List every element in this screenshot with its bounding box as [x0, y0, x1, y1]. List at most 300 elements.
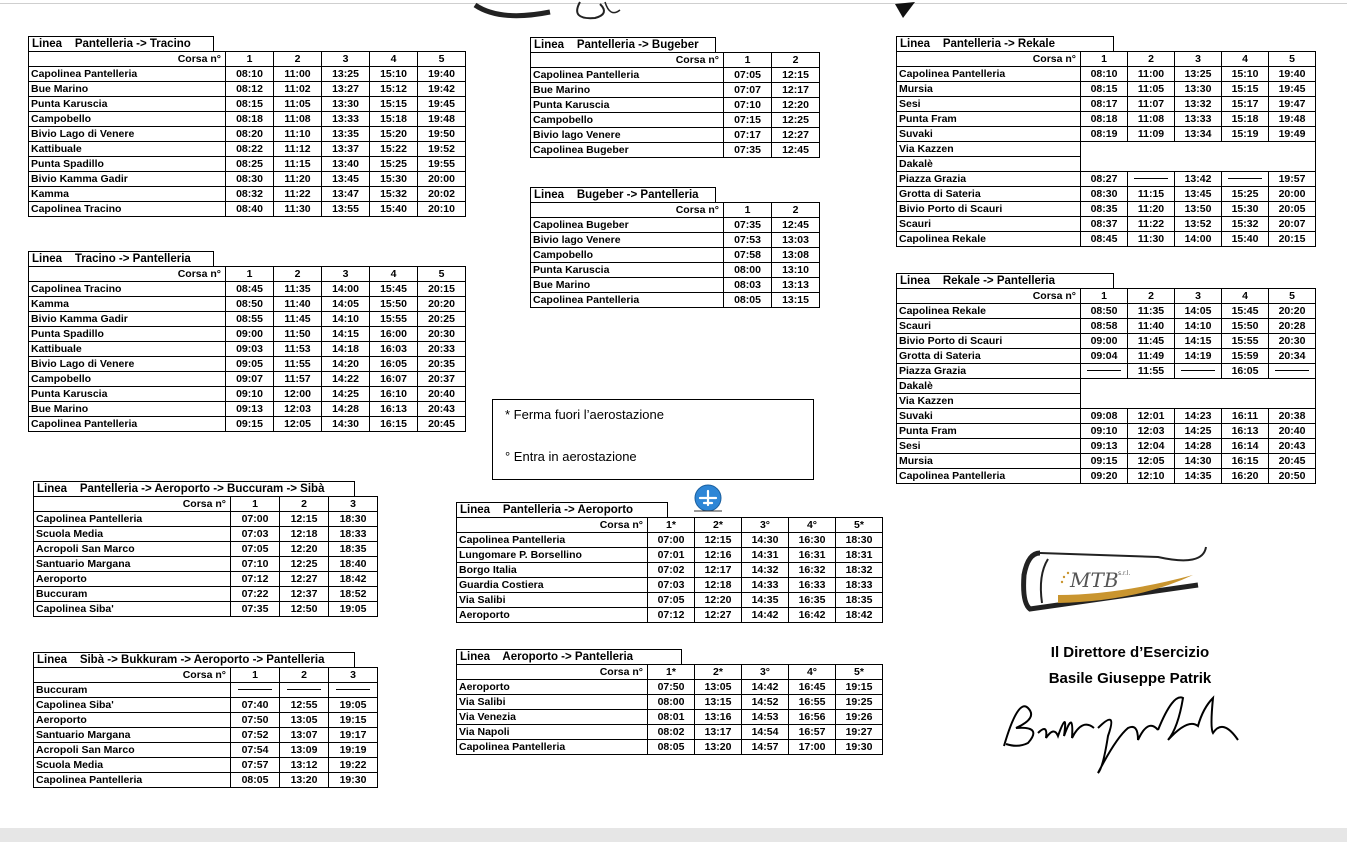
- corsa-label: Corsa n°: [897, 289, 1081, 304]
- time-cell: 12:45: [772, 218, 820, 233]
- time-cell: 12:55: [280, 698, 329, 713]
- stop-name: Capolinea Rekale: [897, 232, 1081, 247]
- time-cell: 14:33: [742, 578, 789, 593]
- time-cell: 08:37: [1081, 217, 1128, 232]
- table-row: [897, 67, 1316, 82]
- table-row: [457, 608, 883, 623]
- time-cell: 07:15: [724, 113, 772, 128]
- run-number: 2: [1128, 52, 1175, 67]
- time-cell: 09:13: [1081, 439, 1128, 454]
- stop-name: Via Napoli: [457, 725, 648, 740]
- table-row: [34, 698, 378, 713]
- time-cell: 11:15: [1128, 187, 1175, 202]
- time-cell: [329, 683, 378, 698]
- time-cell: 15:30: [1222, 202, 1269, 217]
- time-cell: 13:30: [322, 97, 370, 112]
- time-cell: 14:25: [322, 387, 370, 402]
- stop-name: Bue Marino: [531, 83, 724, 98]
- table-row: [29, 312, 466, 327]
- director-role: Il Direttore d’Esercizio: [1050, 644, 1210, 661]
- time-cell: 16:56: [789, 710, 836, 725]
- time-cell: 11:30: [1128, 232, 1175, 247]
- timetable-bugeber-pantelleria: [530, 187, 820, 308]
- time-cell: 13:09: [280, 743, 329, 758]
- stop-name: Punta Fram: [897, 424, 1081, 439]
- time-cell: 19:30: [836, 740, 883, 755]
- header-row: [34, 668, 378, 683]
- stop-name: Bue Marino: [531, 278, 724, 293]
- time-cell: 13:45: [1175, 187, 1222, 202]
- run-number: 1*: [648, 518, 695, 533]
- time-cell: 14:52: [742, 695, 789, 710]
- run-number: 5: [418, 267, 466, 282]
- time-cell: 11:09: [1128, 127, 1175, 142]
- stop-name: Punta Karuscia: [29, 387, 226, 402]
- time-cell: 13:20: [695, 740, 742, 755]
- time-cell: 15:10: [370, 67, 418, 82]
- time-cell: 15:15: [1222, 82, 1269, 97]
- time-cell: 14:30: [742, 533, 789, 548]
- run-number: 5: [418, 52, 466, 67]
- header-row: [457, 665, 883, 680]
- stop-name: Capolinea Tracino: [29, 282, 226, 297]
- timetable-pantelleria-bugeber: [530, 37, 820, 158]
- time-cell: 08:10: [226, 67, 274, 82]
- time-cell: 18:31: [836, 548, 883, 563]
- empty-cell: [1081, 142, 1316, 157]
- stop-name: Via Kazzen: [897, 394, 1081, 409]
- time-cell: 07:12: [231, 572, 280, 587]
- table-row: [531, 293, 820, 308]
- stop-name: Capolinea Pantelleria: [29, 417, 226, 432]
- time-cell: 08:25: [226, 157, 274, 172]
- time-cell: 15:17: [1222, 97, 1269, 112]
- header-row: [29, 52, 466, 67]
- time-cell: 20:33: [418, 342, 466, 357]
- stop-name: Via Salibi: [457, 695, 648, 710]
- time-cell: 07:05: [724, 68, 772, 83]
- time-cell: [1269, 364, 1316, 379]
- time-cell: 20:50: [1269, 469, 1316, 484]
- time-cell: 08:22: [226, 142, 274, 157]
- time-cell: 15:45: [1222, 304, 1269, 319]
- table-row: [29, 297, 466, 312]
- table-row: [457, 533, 883, 548]
- time-cell: 18:33: [329, 527, 378, 542]
- stop-name: Kamma: [29, 187, 226, 202]
- stop-name: Scauri: [897, 217, 1081, 232]
- timetable-title: Linea Bugeber -> Pantelleria: [530, 187, 716, 202]
- stop-name: Capolinea Pantelleria: [531, 68, 724, 83]
- handwritten-signature-icon: [998, 688, 1253, 778]
- time-cell: 08:30: [226, 172, 274, 187]
- time-cell: 08:32: [226, 187, 274, 202]
- timetable-title: Linea Pantelleria -> Tracino: [28, 36, 214, 51]
- header-mark-icon: [893, 0, 919, 20]
- timetable-rekale-pantelleria: [896, 273, 1316, 484]
- time-cell: 07:50: [648, 680, 695, 695]
- time-cell: 12:16: [695, 548, 742, 563]
- time-cell: 13:05: [695, 680, 742, 695]
- stop-name: Via Kazzen: [897, 142, 1081, 157]
- table-row: [897, 82, 1316, 97]
- time-cell: 16:07: [370, 372, 418, 387]
- table-row: [29, 172, 466, 187]
- table-row: [34, 557, 378, 572]
- table-row: [531, 128, 820, 143]
- time-cell: 20:02: [418, 187, 466, 202]
- table-row: [34, 728, 378, 743]
- time-cell: 13:20: [280, 773, 329, 788]
- time-cell: 14:42: [742, 680, 789, 695]
- time-cell: 19:26: [836, 710, 883, 725]
- time-cell: 08:02: [648, 725, 695, 740]
- corsa-label: Corsa n°: [34, 497, 231, 512]
- time-cell: 19:27: [836, 725, 883, 740]
- table-row: [531, 218, 820, 233]
- time-cell: 14:28: [322, 402, 370, 417]
- time-cell: 08:18: [226, 112, 274, 127]
- table-row: [897, 202, 1316, 217]
- table-row: [897, 379, 1316, 394]
- time-cell: 15:32: [370, 187, 418, 202]
- timetable-grid: [28, 51, 466, 217]
- time-cell: 14:31: [742, 548, 789, 563]
- time-cell: 15:20: [370, 127, 418, 142]
- run-number: 3: [1175, 52, 1222, 67]
- time-cell: 13:42: [1175, 172, 1222, 187]
- time-cell: 20:34: [1269, 349, 1316, 364]
- time-cell: 07:05: [648, 593, 695, 608]
- time-cell: [1128, 172, 1175, 187]
- time-cell: 11:45: [1128, 334, 1175, 349]
- time-cell: 13:27: [322, 82, 370, 97]
- time-cell: 11:35: [274, 282, 322, 297]
- time-cell: 12:00: [274, 387, 322, 402]
- table-row: [897, 304, 1316, 319]
- table-row: [29, 327, 466, 342]
- stop-name: Aeroporto: [457, 608, 648, 623]
- time-cell: 14:30: [322, 417, 370, 432]
- no-service-dash: [1134, 178, 1168, 179]
- table-row: [29, 282, 466, 297]
- table-row: [457, 695, 883, 710]
- stop-name: Mursia: [897, 82, 1081, 97]
- time-cell: 20:45: [418, 417, 466, 432]
- time-cell: 14:54: [742, 725, 789, 740]
- timetable-grid: [33, 496, 378, 617]
- time-cell: 19:15: [836, 680, 883, 695]
- empty-cell: [1081, 157, 1316, 172]
- table-row: [897, 334, 1316, 349]
- time-cell: 15:25: [1222, 187, 1269, 202]
- time-cell: 08:40: [226, 202, 274, 217]
- time-cell: 07:10: [231, 557, 280, 572]
- stop-name: Punta Karuscia: [29, 97, 226, 112]
- run-number: 5: [1269, 289, 1316, 304]
- time-cell: 14:00: [322, 282, 370, 297]
- time-cell: 07:00: [648, 533, 695, 548]
- table-row: [531, 143, 820, 158]
- time-cell: 16:10: [370, 387, 418, 402]
- time-cell: 08:01: [648, 710, 695, 725]
- stop-name: Aeroporto: [457, 680, 648, 695]
- time-cell: [1222, 172, 1269, 187]
- time-cell: 08:05: [231, 773, 280, 788]
- time-cell: 11:22: [274, 187, 322, 202]
- stop-name: Santuario Margana: [34, 728, 231, 743]
- stop-name: Scauri: [897, 319, 1081, 334]
- stop-name: Bivio Lago di Venere: [29, 127, 226, 142]
- time-cell: 11:08: [1128, 112, 1175, 127]
- table-row: [29, 202, 466, 217]
- timetable-grid: [456, 664, 883, 755]
- timetable-pantelleria-aeroporto: [456, 502, 883, 623]
- time-cell: 11:53: [274, 342, 322, 357]
- stop-name: Bue Marino: [29, 82, 226, 97]
- time-cell: 18:35: [836, 593, 883, 608]
- run-number: 3: [329, 497, 378, 512]
- time-cell: 18:35: [329, 542, 378, 557]
- time-cell: 08:50: [1081, 304, 1128, 319]
- time-cell: 12:03: [1128, 424, 1175, 439]
- timetable-title: Linea Sibà -> Bukkuram -> Aeroporto -> Pantelleria: [33, 652, 355, 667]
- table-row: [34, 743, 378, 758]
- no-service-dash: [1087, 370, 1121, 371]
- stop-name: Sesi: [897, 97, 1081, 112]
- stop-name: Campobello: [29, 372, 226, 387]
- time-cell: 16:05: [370, 357, 418, 372]
- time-cell: 16:13: [370, 402, 418, 417]
- timetable-title: Linea Pantelleria -> Aeroporto -> Buccuram -> Sibà: [33, 481, 355, 496]
- run-number: 4°: [789, 518, 836, 533]
- time-cell: 19:25: [836, 695, 883, 710]
- time-cell: 13:45: [322, 172, 370, 187]
- note-entra-aerostazione: ° Entra in aerostazione: [505, 449, 637, 464]
- table-row: [29, 67, 466, 82]
- time-cell: 09:10: [226, 387, 274, 402]
- header-row: [34, 497, 378, 512]
- time-cell: 18:40: [329, 557, 378, 572]
- table-row: [531, 68, 820, 83]
- time-cell: 19:45: [1269, 82, 1316, 97]
- time-cell: 07:58: [724, 248, 772, 263]
- time-cell: 07:40: [231, 698, 280, 713]
- time-cell: 13:10: [772, 263, 820, 278]
- stop-name: Aeroporto: [34, 572, 231, 587]
- time-cell: 20:25: [418, 312, 466, 327]
- time-cell: 12:01: [1128, 409, 1175, 424]
- table-row: [457, 548, 883, 563]
- stop-name: Lungomare P. Borsellino: [457, 548, 648, 563]
- stop-name: Capolinea Rekale: [897, 304, 1081, 319]
- time-cell: 08:35: [1081, 202, 1128, 217]
- time-cell: 14:10: [322, 312, 370, 327]
- time-cell: 09:20: [1081, 469, 1128, 484]
- time-cell: 08:12: [226, 82, 274, 97]
- time-cell: 15:40: [1222, 232, 1269, 247]
- time-cell: 13:07: [280, 728, 329, 743]
- time-cell: 09:00: [226, 327, 274, 342]
- corsa-label: Corsa n°: [457, 665, 648, 680]
- empty-cell: [1081, 379, 1316, 394]
- time-cell: 07:35: [231, 602, 280, 617]
- time-cell: 08:45: [226, 282, 274, 297]
- time-cell: 13:37: [322, 142, 370, 157]
- timetable-grid: [896, 51, 1316, 247]
- time-cell: 20:20: [1269, 304, 1316, 319]
- table-row: [897, 97, 1316, 112]
- timetable-title: Linea Pantelleria -> Bugeber: [530, 37, 716, 52]
- corsa-label: Corsa n°: [29, 52, 226, 67]
- time-cell: 19:48: [1269, 112, 1316, 127]
- time-cell: 09:00: [1081, 334, 1128, 349]
- time-cell: 15:15: [370, 97, 418, 112]
- run-number: 3: [322, 52, 370, 67]
- time-cell: 14:35: [1175, 469, 1222, 484]
- time-cell: [1175, 364, 1222, 379]
- time-cell: 14:15: [1175, 334, 1222, 349]
- header-row: [29, 267, 466, 282]
- time-cell: [1081, 364, 1128, 379]
- time-cell: 14:53: [742, 710, 789, 725]
- table-row: [897, 142, 1316, 157]
- stop-name: Piazza Grazia: [897, 364, 1081, 379]
- table-row: [34, 527, 378, 542]
- time-cell: 11:07: [1128, 97, 1175, 112]
- time-cell: 07:05: [231, 542, 280, 557]
- run-number: 2: [274, 52, 322, 67]
- run-number: 2: [280, 497, 329, 512]
- run-number: 3°: [742, 518, 789, 533]
- stop-name: Bivio Kamma Gadir: [29, 172, 226, 187]
- time-cell: 15:59: [1222, 349, 1269, 364]
- time-cell: 12:25: [280, 557, 329, 572]
- time-cell: 08:17: [1081, 97, 1128, 112]
- time-cell: 19:55: [418, 157, 466, 172]
- table-row: [897, 394, 1316, 409]
- time-cell: 12:27: [695, 608, 742, 623]
- run-number: 1: [231, 497, 280, 512]
- table-row: [897, 349, 1316, 364]
- time-cell: 14:00: [1175, 232, 1222, 247]
- time-cell: 19:05: [329, 698, 378, 713]
- time-cell: 14:20: [322, 357, 370, 372]
- stop-name: Punta Karuscia: [531, 263, 724, 278]
- stop-name: Via Venezia: [457, 710, 648, 725]
- stop-name: Bivio Porto di Scauri: [897, 334, 1081, 349]
- time-cell: 11:30: [274, 202, 322, 217]
- table-row: [29, 112, 466, 127]
- run-number: 4: [370, 267, 418, 282]
- time-cell: 13:08: [772, 248, 820, 263]
- time-cell: 14:57: [742, 740, 789, 755]
- time-cell: 11:20: [1128, 202, 1175, 217]
- run-number: 1: [1081, 289, 1128, 304]
- time-cell: 13:40: [322, 157, 370, 172]
- time-cell: 09:15: [1081, 454, 1128, 469]
- stop-name: Santuario Margana: [34, 557, 231, 572]
- time-cell: 16:42: [789, 608, 836, 623]
- time-cell: 12:18: [695, 578, 742, 593]
- time-cell: 13:33: [322, 112, 370, 127]
- table-row: [897, 454, 1316, 469]
- time-cell: 20:20: [418, 297, 466, 312]
- time-cell: 07:35: [724, 143, 772, 158]
- time-cell: 16:30: [789, 533, 836, 548]
- logo-text: MTB: [1070, 568, 1119, 592]
- time-cell: 08:27: [1081, 172, 1128, 187]
- time-cell: 20:15: [418, 282, 466, 297]
- corsa-label: Corsa n°: [897, 52, 1081, 67]
- time-cell: 20:30: [418, 327, 466, 342]
- run-number: 1: [1081, 52, 1128, 67]
- time-cell: 11:22: [1128, 217, 1175, 232]
- time-cell: 20:10: [418, 202, 466, 217]
- empty-cell: [1081, 394, 1316, 409]
- time-cell: 13:55: [322, 202, 370, 217]
- time-cell: 16:03: [370, 342, 418, 357]
- run-number: 2: [1128, 289, 1175, 304]
- time-cell: 18:42: [836, 608, 883, 623]
- stop-name: Mursia: [897, 454, 1081, 469]
- stop-name: Kattibuale: [29, 142, 226, 157]
- table-row: [531, 83, 820, 98]
- run-number: 2: [772, 203, 820, 218]
- timetable-title: Linea Tracino -> Pantelleria: [28, 251, 214, 266]
- table-row: [34, 512, 378, 527]
- time-cell: 18:33: [836, 578, 883, 593]
- table-row: [457, 710, 883, 725]
- time-cell: [280, 683, 329, 698]
- stop-name: Bivio Kamma Gadir: [29, 312, 226, 327]
- time-cell: 12:27: [280, 572, 329, 587]
- time-cell: 07:57: [231, 758, 280, 773]
- time-cell: 12:20: [695, 593, 742, 608]
- time-cell: 11:50: [274, 327, 322, 342]
- time-cell: 07:53: [724, 233, 772, 248]
- table-row: [29, 342, 466, 357]
- time-cell: 12:37: [280, 587, 329, 602]
- time-cell: 12:27: [772, 128, 820, 143]
- stop-name: Bivio Lago di Venere: [29, 357, 226, 372]
- run-number: 2*: [695, 518, 742, 533]
- corsa-label: Corsa n°: [531, 53, 724, 68]
- table-row: [29, 127, 466, 142]
- stop-name: Campobello: [29, 112, 226, 127]
- header-row: [897, 52, 1316, 67]
- time-cell: 08:05: [648, 740, 695, 755]
- time-cell: 12:10: [1128, 469, 1175, 484]
- time-cell: 19:15: [329, 713, 378, 728]
- time-cell: 20:00: [418, 172, 466, 187]
- time-cell: 14:32: [742, 563, 789, 578]
- header-logo-fragment-icon: [470, 0, 630, 22]
- time-cell: 16:11: [1222, 409, 1269, 424]
- time-cell: 19:57: [1269, 172, 1316, 187]
- stop-name: Acropoli San Marco: [34, 542, 231, 557]
- corsa-label: Corsa n°: [457, 518, 648, 533]
- time-cell: 12:04: [1128, 439, 1175, 454]
- table-row: [531, 263, 820, 278]
- time-cell: 16:20: [1222, 469, 1269, 484]
- time-cell: 15:30: [370, 172, 418, 187]
- table-row: [897, 217, 1316, 232]
- table-row: [531, 248, 820, 263]
- time-cell: 19:48: [418, 112, 466, 127]
- stop-name: Dakalè: [897, 157, 1081, 172]
- table-row: [29, 142, 466, 157]
